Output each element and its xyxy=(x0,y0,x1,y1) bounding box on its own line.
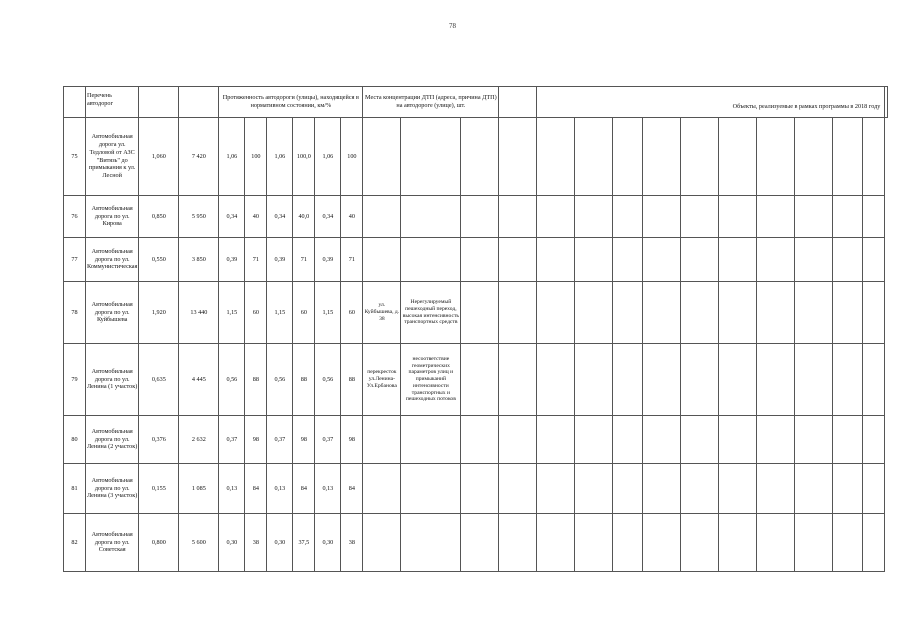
empty-cell xyxy=(643,282,681,344)
empty-cell xyxy=(719,238,757,282)
empty-cell xyxy=(461,464,499,514)
length-value-3: 0,56 xyxy=(315,344,341,416)
empty-cell xyxy=(537,514,575,572)
table-row xyxy=(64,238,888,282)
empty-cell xyxy=(613,118,643,196)
dtp-place: перекресток ул.Ленина-Ул.Ербанова xyxy=(363,344,401,416)
percent-value-2: 37,5 xyxy=(293,514,315,572)
length-value-1: 1,15 xyxy=(219,282,245,344)
empty-cell xyxy=(643,416,681,464)
empty-cell xyxy=(537,238,575,282)
length-value-3: 0,13 xyxy=(315,464,341,514)
percent-value-1: 84 xyxy=(245,464,267,514)
empty-cell xyxy=(537,344,575,416)
road-length: 1,920 xyxy=(139,282,179,344)
row-number: 75 xyxy=(64,118,86,196)
length-value-3: 0,34 xyxy=(315,196,341,238)
empty-cell xyxy=(757,514,795,572)
row-number: 79 xyxy=(64,344,86,416)
empty-cell xyxy=(833,344,863,416)
road-length: 0,800 xyxy=(139,514,179,572)
empty-cell xyxy=(795,196,833,238)
percent-value-3: 71 xyxy=(341,238,363,282)
percent-value-2: 40,0 xyxy=(293,196,315,238)
length-value-1: 1,06 xyxy=(219,118,245,196)
header-row xyxy=(64,87,888,118)
dtp-cause xyxy=(401,416,461,464)
empty-cell xyxy=(681,196,719,238)
road-area: 2 632 xyxy=(179,416,219,464)
empty-cell xyxy=(863,416,885,464)
roads-table xyxy=(63,86,888,572)
empty-cell xyxy=(461,282,499,344)
dtp-place xyxy=(363,514,401,572)
length-value-3: 0,39 xyxy=(315,238,341,282)
empty-cell xyxy=(757,196,795,238)
road-length: 0,635 xyxy=(139,344,179,416)
road-name: Автомобильная дорога по ул. Коммунистическая xyxy=(86,238,139,282)
empty-cell xyxy=(613,196,643,238)
empty-cell xyxy=(461,344,499,416)
road-name: Автомобильная дорога по ул. Ленина (1 участок) xyxy=(86,344,139,416)
road-name: Автомобильная дорога по ул. Ленина (2 участок) xyxy=(86,416,139,464)
empty-cell xyxy=(757,118,795,196)
length-value-2: 0,39 xyxy=(267,238,293,282)
dtp-cause xyxy=(401,464,461,514)
percent-value-3: 84 xyxy=(341,464,363,514)
road-name: Автомобильная дорога ул. Тедловой от АЗС "Витязь" до примыкания к ул. Лесной xyxy=(86,118,139,196)
empty-cell xyxy=(575,416,613,464)
empty-cell xyxy=(719,344,757,416)
empty-cell xyxy=(537,282,575,344)
table-row xyxy=(64,344,888,416)
empty-cell xyxy=(461,238,499,282)
empty-cell xyxy=(719,514,757,572)
length-value-3: 1,15 xyxy=(315,282,341,344)
empty-cell xyxy=(613,238,643,282)
empty-cell xyxy=(643,344,681,416)
empty-cell xyxy=(795,238,833,282)
percent-value-1: 38 xyxy=(245,514,267,572)
length-value-1: 0,30 xyxy=(219,514,245,572)
percent-value-3: 88 xyxy=(341,344,363,416)
road-area: 13 440 xyxy=(179,282,219,344)
empty-cell xyxy=(575,344,613,416)
empty-cell xyxy=(499,282,537,344)
empty-cell xyxy=(613,464,643,514)
empty-cell xyxy=(499,514,537,572)
empty-cell xyxy=(863,118,885,196)
length-value-1: 0,34 xyxy=(219,196,245,238)
empty-cell xyxy=(833,118,863,196)
empty-cell xyxy=(795,118,833,196)
empty-cell xyxy=(833,416,863,464)
road-length: 1,060 xyxy=(139,118,179,196)
empty-cell xyxy=(499,196,537,238)
road-name: Автомобильная дорога по ул. Советская xyxy=(86,514,139,572)
header-objects: Объекты, реализуемые в рамках программы в 2018 году xyxy=(537,87,885,118)
header-length: Протяженность автодороги (улицы), находящейся в нормативном состоянии, км/% xyxy=(219,87,363,118)
dtp-place xyxy=(363,118,401,196)
empty-cell xyxy=(643,238,681,282)
length-value-3: 0,30 xyxy=(315,514,341,572)
empty-cell xyxy=(863,282,885,344)
empty-cell xyxy=(575,514,613,572)
empty-cell xyxy=(757,344,795,416)
road-area: 7 420 xyxy=(179,118,219,196)
empty-cell xyxy=(833,196,863,238)
percent-value-2: 84 xyxy=(293,464,315,514)
dtp-cause xyxy=(401,118,461,196)
empty-cell xyxy=(537,196,575,238)
empty-cell xyxy=(537,118,575,196)
empty-cell xyxy=(613,282,643,344)
empty-cell xyxy=(719,118,757,196)
empty-cell xyxy=(575,118,613,196)
empty-cell xyxy=(757,464,795,514)
road-area: 4 445 xyxy=(179,344,219,416)
empty-cell xyxy=(461,118,499,196)
percent-value-3: 98 xyxy=(341,416,363,464)
empty-cell xyxy=(863,196,885,238)
empty-cell xyxy=(681,464,719,514)
dtp-cause: несоответствие геометрических параметров улиц и примыканий интенсивности транспортных и пешеходных потоков xyxy=(401,344,461,416)
empty-cell xyxy=(681,282,719,344)
dtp-place xyxy=(363,416,401,464)
road-length: 0,850 xyxy=(139,196,179,238)
empty-cell xyxy=(719,282,757,344)
empty-cell xyxy=(719,416,757,464)
length-value-2: 1,06 xyxy=(267,118,293,196)
header-list: Перечень автодорог xyxy=(86,87,139,118)
empty-cell xyxy=(461,416,499,464)
empty-cell xyxy=(575,464,613,514)
empty-cell xyxy=(833,282,863,344)
length-value-2: 0,13 xyxy=(267,464,293,514)
road-area: 5 600 xyxy=(179,514,219,572)
road-length: 0,376 xyxy=(139,416,179,464)
empty-cell xyxy=(681,344,719,416)
percent-value-1: 71 xyxy=(245,238,267,282)
empty-cell xyxy=(681,118,719,196)
row-number: 77 xyxy=(64,238,86,282)
empty-cell xyxy=(757,282,795,344)
empty-cell xyxy=(643,196,681,238)
empty-cell xyxy=(461,196,499,238)
table-row xyxy=(64,464,888,514)
empty-cell xyxy=(681,514,719,572)
row-number: 81 xyxy=(64,464,86,514)
empty-cell xyxy=(863,514,885,572)
empty-cell xyxy=(681,416,719,464)
empty-cell xyxy=(795,416,833,464)
length-value-3: 1,06 xyxy=(315,118,341,196)
header-dtp: Места концентрации ДТП (адреса, причина ДТП) на автодороге (улице), шт. xyxy=(363,87,499,118)
empty-cell xyxy=(757,416,795,464)
percent-value-2: 100,0 xyxy=(293,118,315,196)
length-value-1: 0,37 xyxy=(219,416,245,464)
row-number: 78 xyxy=(64,282,86,344)
empty-cell xyxy=(833,514,863,572)
empty-cell xyxy=(795,282,833,344)
empty-cell xyxy=(863,344,885,416)
percent-value-1: 100 xyxy=(245,118,267,196)
table-row xyxy=(64,416,888,464)
dtp-place xyxy=(363,196,401,238)
empty-cell xyxy=(643,514,681,572)
empty-cell xyxy=(719,196,757,238)
percent-value-1: 40 xyxy=(245,196,267,238)
length-value-2: 0,30 xyxy=(267,514,293,572)
road-area: 1 085 xyxy=(179,464,219,514)
empty-cell xyxy=(681,238,719,282)
empty-cell xyxy=(795,514,833,572)
empty-cell xyxy=(499,118,537,196)
percent-value-3: 60 xyxy=(341,282,363,344)
road-name: Автомобильная дорога по ул. Ленина (3 участок) xyxy=(86,464,139,514)
empty-cell xyxy=(575,238,613,282)
empty-cell xyxy=(499,464,537,514)
length-value-2: 0,56 xyxy=(267,344,293,416)
row-number: 80 xyxy=(64,416,86,464)
percent-value-3: 100 xyxy=(341,118,363,196)
empty-cell xyxy=(863,464,885,514)
road-name: Автомобильная дорога по ул. Кирова xyxy=(86,196,139,238)
empty-cell xyxy=(863,238,885,282)
empty-cell xyxy=(833,238,863,282)
length-value-1: 0,56 xyxy=(219,344,245,416)
empty-cell xyxy=(499,344,537,416)
row-number: 76 xyxy=(64,196,86,238)
percent-value-3: 38 xyxy=(341,514,363,572)
table-row xyxy=(64,282,888,344)
empty-cell xyxy=(795,464,833,514)
empty-cell xyxy=(499,416,537,464)
empty-cell xyxy=(575,282,613,344)
road-length: 0,550 xyxy=(139,238,179,282)
empty-cell xyxy=(537,464,575,514)
dtp-cause xyxy=(401,238,461,282)
dtp-cause xyxy=(401,196,461,238)
empty-cell xyxy=(499,238,537,282)
percent-value-2: 60 xyxy=(293,282,315,344)
dtp-place xyxy=(363,464,401,514)
length-value-1: 0,13 xyxy=(219,464,245,514)
length-value-1: 0,39 xyxy=(219,238,245,282)
road-length: 0,155 xyxy=(139,464,179,514)
empty-cell xyxy=(757,238,795,282)
road-name: Автомобильная дорога по ул. Куйбышева xyxy=(86,282,139,344)
percent-value-3: 40 xyxy=(341,196,363,238)
road-area: 5 950 xyxy=(179,196,219,238)
table-row xyxy=(64,196,888,238)
road-area: 3 850 xyxy=(179,238,219,282)
dtp-place xyxy=(363,238,401,282)
length-value-2: 0,37 xyxy=(267,416,293,464)
empty-cell xyxy=(461,514,499,572)
percent-value-2: 71 xyxy=(293,238,315,282)
percent-value-1: 60 xyxy=(245,282,267,344)
page-number: 78 xyxy=(449,22,456,30)
empty-cell xyxy=(537,416,575,464)
dtp-cause xyxy=(401,514,461,572)
empty-cell xyxy=(643,118,681,196)
percent-value-2: 88 xyxy=(293,344,315,416)
percent-value-1: 98 xyxy=(245,416,267,464)
empty-cell xyxy=(643,464,681,514)
empty-cell xyxy=(719,464,757,514)
empty-cell xyxy=(613,416,643,464)
dtp-cause: Нерегулируемый пешеходный переход, высокая интенсивность транспортных средств xyxy=(401,282,461,344)
table-row xyxy=(64,514,888,572)
empty-cell xyxy=(613,344,643,416)
empty-cell xyxy=(833,464,863,514)
percent-value-1: 88 xyxy=(245,344,267,416)
table-row xyxy=(64,118,888,196)
empty-cell xyxy=(795,344,833,416)
dtp-place: ул. Куйбышева, д. 38 xyxy=(363,282,401,344)
length-value-3: 0,37 xyxy=(315,416,341,464)
empty-cell xyxy=(575,196,613,238)
row-number: 82 xyxy=(64,514,86,572)
length-value-2: 1,15 xyxy=(267,282,293,344)
percent-value-2: 98 xyxy=(293,416,315,464)
empty-cell xyxy=(613,514,643,572)
length-value-2: 0,34 xyxy=(267,196,293,238)
